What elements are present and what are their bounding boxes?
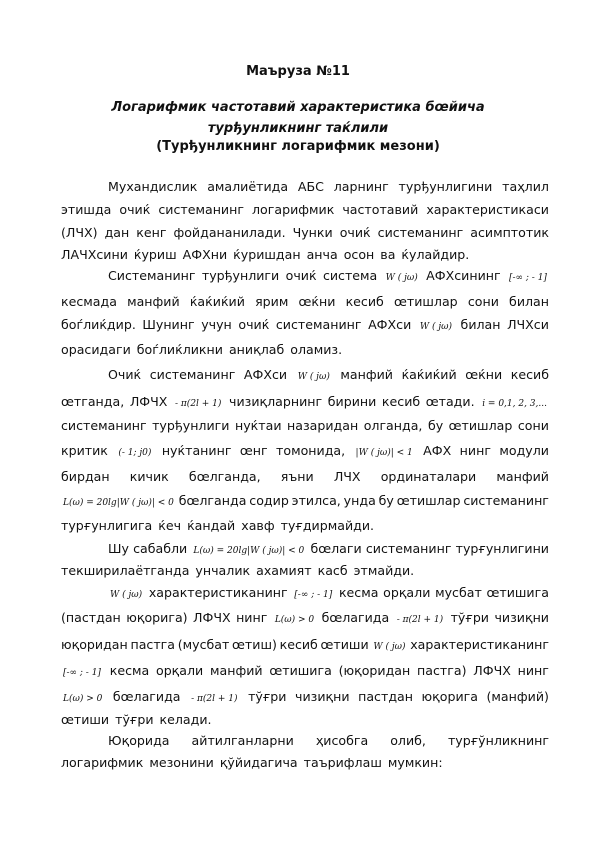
word: œтганда,: [61, 394, 125, 409]
word: ярим: [255, 294, 289, 309]
text-line: [108, 582, 549, 604]
text-line: [108, 364, 549, 386]
word: Системанинг: [108, 268, 196, 283]
formula: W ( jω): [110, 590, 143, 600]
word: чизиқни: [295, 689, 350, 704]
word: пастга: [130, 637, 176, 652]
word: системанинг: [377, 225, 464, 240]
word: системанинг: [463, 493, 549, 508]
word: кесиб: [510, 367, 549, 382]
word: œтиши: [320, 637, 369, 652]
word: орқали: [155, 663, 204, 678]
word: бирдан: [61, 469, 110, 484]
word: Мухандислик: [108, 179, 198, 194]
word: аниқлаб: [228, 342, 285, 357]
formula: - π(2l + 1): [396, 615, 444, 625]
formula: W ( jω): [297, 372, 330, 382]
text-line: [61, 391, 549, 413]
word: АФХсининг: [426, 268, 501, 283]
word: кесмада: [61, 294, 117, 309]
formula: W ( jω): [419, 322, 452, 332]
lecture-subtitle-2: (Турђунликнинг логарифмик мезони): [156, 139, 440, 154]
word: олганда,: [363, 418, 423, 433]
word: осон: [343, 247, 375, 262]
word: œтади.: [425, 394, 475, 409]
word: нинг: [459, 443, 491, 458]
word: системанинг: [365, 541, 452, 556]
text-line: [61, 199, 549, 221]
word: ЛФЧХ: [473, 663, 511, 678]
word: системанинг: [149, 367, 236, 382]
word: тўғри: [450, 610, 489, 625]
word: назаридан: [287, 418, 359, 433]
text-line: [108, 176, 549, 198]
text-line: [108, 538, 549, 560]
text-line: [61, 607, 549, 629]
word: кичик: [129, 469, 169, 484]
word: ЛФЧХ: [193, 610, 231, 625]
word: текширилаётганда: [61, 563, 190, 578]
word: таҳлил: [502, 179, 549, 194]
word: œтишига: [486, 585, 549, 600]
word: қўйидагича: [219, 755, 298, 770]
formula: L(ω) > 0: [274, 615, 315, 625]
formula: i = 0,1, 2, 3,...: [482, 399, 547, 409]
word: система: [322, 268, 378, 283]
word: тўғри: [248, 689, 287, 704]
word: бу: [427, 418, 444, 433]
formula: L(ω) > 0: [63, 694, 103, 704]
word: характеристиканинг: [148, 585, 288, 600]
lecture-title: Маъруза №11: [246, 64, 350, 79]
word: œтиши: [61, 712, 110, 727]
text-line: [61, 314, 549, 336]
word: пастга): [417, 663, 467, 678]
word: системанинг: [275, 317, 362, 332]
text-line: [61, 466, 549, 488]
word: АФХ: [423, 443, 452, 458]
word: манфий: [340, 367, 393, 382]
word: очиќ: [119, 202, 151, 217]
word: очиќ: [339, 225, 371, 240]
lecture-subtitle: Логарифмик частотавий характеристика бœйича турђунликнинг таќлили: [111, 100, 485, 136]
word: (ЛЧХ): [61, 225, 98, 240]
word: логарифмик: [251, 202, 335, 217]
text-line: [61, 709, 549, 731]
word: туғдирмайди.: [280, 518, 375, 533]
word: нуќтанинг: [161, 443, 232, 458]
word: таърифлаш: [303, 755, 382, 770]
word: (пастдан: [61, 610, 121, 625]
text-line: [61, 415, 549, 437]
word: айтилганларни: [191, 733, 294, 748]
word: нинг: [517, 663, 549, 678]
word: турђунлиги: [152, 418, 230, 433]
word: частотавий: [342, 202, 419, 217]
word: ЛЧХси: [507, 317, 549, 332]
word: мусбат: [435, 585, 482, 600]
word: Шунинг: [142, 317, 195, 332]
word: этилса,: [291, 493, 341, 508]
word: учун: [201, 317, 232, 332]
word: манфий: [496, 469, 549, 484]
word: тўғри: [115, 712, 154, 727]
formula: - π(2l + 1): [174, 399, 222, 409]
text-line: [61, 490, 549, 512]
word: амалиётида: [207, 179, 289, 194]
word: ларнинг: [333, 179, 389, 194]
word: (манфий): [486, 689, 549, 704]
word: ЛФЧХ: [129, 394, 168, 409]
text-line: [61, 339, 549, 361]
word: келади.: [159, 712, 212, 727]
word: сабабли: [133, 541, 188, 556]
word: дан: [104, 225, 130, 240]
word: томонида,: [276, 443, 346, 458]
word: ќаќиќий: [189, 294, 245, 309]
word: ахамият: [256, 563, 312, 578]
formula: L(ω) = 20lg|W ( jω)| < 0: [193, 546, 305, 556]
word: касб: [317, 563, 348, 578]
text-line: [108, 730, 549, 752]
text-line: [61, 634, 549, 656]
word: юқоридан: [61, 637, 128, 652]
text-line: [61, 244, 549, 266]
word: турђунлиги: [201, 268, 280, 283]
word: ќеч: [158, 518, 182, 533]
word: фойдананилади.: [173, 225, 286, 240]
word: чизиқларнинг: [229, 394, 323, 409]
word: ЛЧХ: [333, 469, 361, 484]
word: боѓлиќликни: [136, 342, 223, 357]
word: œтиш): [232, 637, 277, 652]
word: Очиќ: [108, 367, 142, 382]
word: турђунлигини: [398, 179, 493, 194]
word: ќулайдир.: [401, 247, 470, 262]
word: билан: [509, 294, 549, 309]
word: ординаталари: [380, 469, 477, 484]
word: кенг: [136, 225, 167, 240]
formula: W ( jω): [385, 273, 418, 283]
text-line: [61, 515, 549, 537]
word: турғунлигини: [455, 541, 549, 556]
word: ќаќиќий: [401, 367, 457, 382]
word: нуќтаи: [234, 418, 282, 433]
word: АФХси: [368, 317, 412, 332]
word: критик: [61, 443, 108, 458]
word: олиб,: [390, 733, 426, 748]
word: характеристикаси: [426, 202, 549, 217]
word: œтишига: [269, 663, 332, 678]
word: этмайди.: [353, 563, 415, 578]
word: ќуришдан: [233, 247, 301, 262]
text-line: [61, 686, 549, 708]
word: кесма: [338, 585, 379, 600]
word: мумкин:: [387, 755, 443, 770]
word: орқали: [383, 585, 431, 600]
word: Шу: [108, 541, 129, 556]
formula: - π(2l + 1): [191, 694, 238, 704]
word: ҳисобга: [315, 733, 369, 748]
word: œтишлар: [448, 418, 513, 433]
word: ЛАЧХсини: [61, 247, 128, 262]
word: содир: [249, 493, 289, 508]
word: бœлганда,: [188, 469, 261, 484]
formula: (- 1; j0): [118, 448, 152, 458]
word: юқорига: [421, 689, 478, 704]
word: турғўнликнинг: [447, 733, 549, 748]
word: системанинг: [158, 202, 244, 217]
word: кесиб: [345, 294, 384, 309]
word: (мусбат: [177, 637, 230, 652]
word: этишда: [61, 202, 112, 217]
word: œтишлар: [396, 493, 461, 508]
text-line: [61, 660, 549, 682]
word: хавф: [241, 518, 275, 533]
text-line: [61, 291, 549, 313]
word: (юқоридан: [338, 663, 411, 678]
word: системанинг: [61, 418, 147, 433]
word: юқорига): [126, 610, 188, 625]
word: унда: [343, 493, 376, 508]
formula: [-∞ ; - 1]: [294, 590, 333, 600]
word: очиќ: [285, 268, 317, 283]
word: яъни: [280, 469, 314, 484]
word: унчалик: [195, 563, 251, 578]
formula: |W ( jω)| < 1: [355, 448, 413, 458]
word: асимптотик: [470, 225, 549, 240]
word: модули: [499, 443, 549, 458]
word: ќандай: [187, 518, 236, 533]
word: турғунлигига: [61, 518, 153, 533]
word: Чунки: [292, 225, 333, 240]
word: нинг: [236, 610, 268, 625]
word: билан: [460, 317, 501, 332]
word: боѓлиќдир.: [61, 317, 136, 332]
word: очиќ: [238, 317, 270, 332]
word: сони: [467, 294, 499, 309]
text-line: [61, 560, 549, 582]
text-line: [61, 752, 549, 774]
word: кесиб: [279, 637, 318, 652]
word: бирини: [327, 394, 377, 409]
formula: [-∞ ; - 1]: [509, 273, 547, 283]
word: АФХси: [243, 367, 288, 382]
formula: W ( jω): [373, 642, 406, 652]
text-line: [61, 440, 549, 462]
word: кесма: [109, 663, 150, 678]
word: пастдан: [358, 689, 413, 704]
word: оламиз.: [290, 342, 343, 357]
word: логарифмик: [61, 755, 144, 770]
word: бœлганда: [178, 493, 247, 508]
word: анча: [306, 247, 338, 262]
word: Юқорида: [108, 733, 170, 748]
word: характеристиканинг: [410, 637, 549, 652]
word: орасидаги: [61, 342, 131, 357]
word: АФХни: [182, 247, 228, 262]
word: ќуриш: [133, 247, 177, 262]
word: манфий: [210, 663, 263, 678]
formula: [-∞ ; - 1]: [63, 668, 101, 678]
word: œќни: [298, 294, 336, 309]
text-line: [108, 265, 549, 287]
word: АБС: [297, 179, 324, 194]
word: œќни: [465, 367, 503, 382]
word: кесиб: [381, 394, 421, 409]
text-line: [61, 222, 549, 244]
word: сони: [517, 418, 549, 433]
word: бœлаги: [310, 541, 362, 556]
word: бу: [378, 493, 394, 508]
word: манфий: [127, 294, 180, 309]
word: œтишлар: [393, 294, 458, 309]
formula: L(ω) = 20lg|W ( jω)| < 0: [63, 498, 174, 508]
word: чизиқни: [494, 610, 549, 625]
word: бœлагида: [112, 689, 181, 704]
word: ва: [380, 247, 396, 262]
word: бœлагида: [321, 610, 390, 625]
word: œнг: [239, 443, 268, 458]
word: мезонини: [149, 755, 214, 770]
